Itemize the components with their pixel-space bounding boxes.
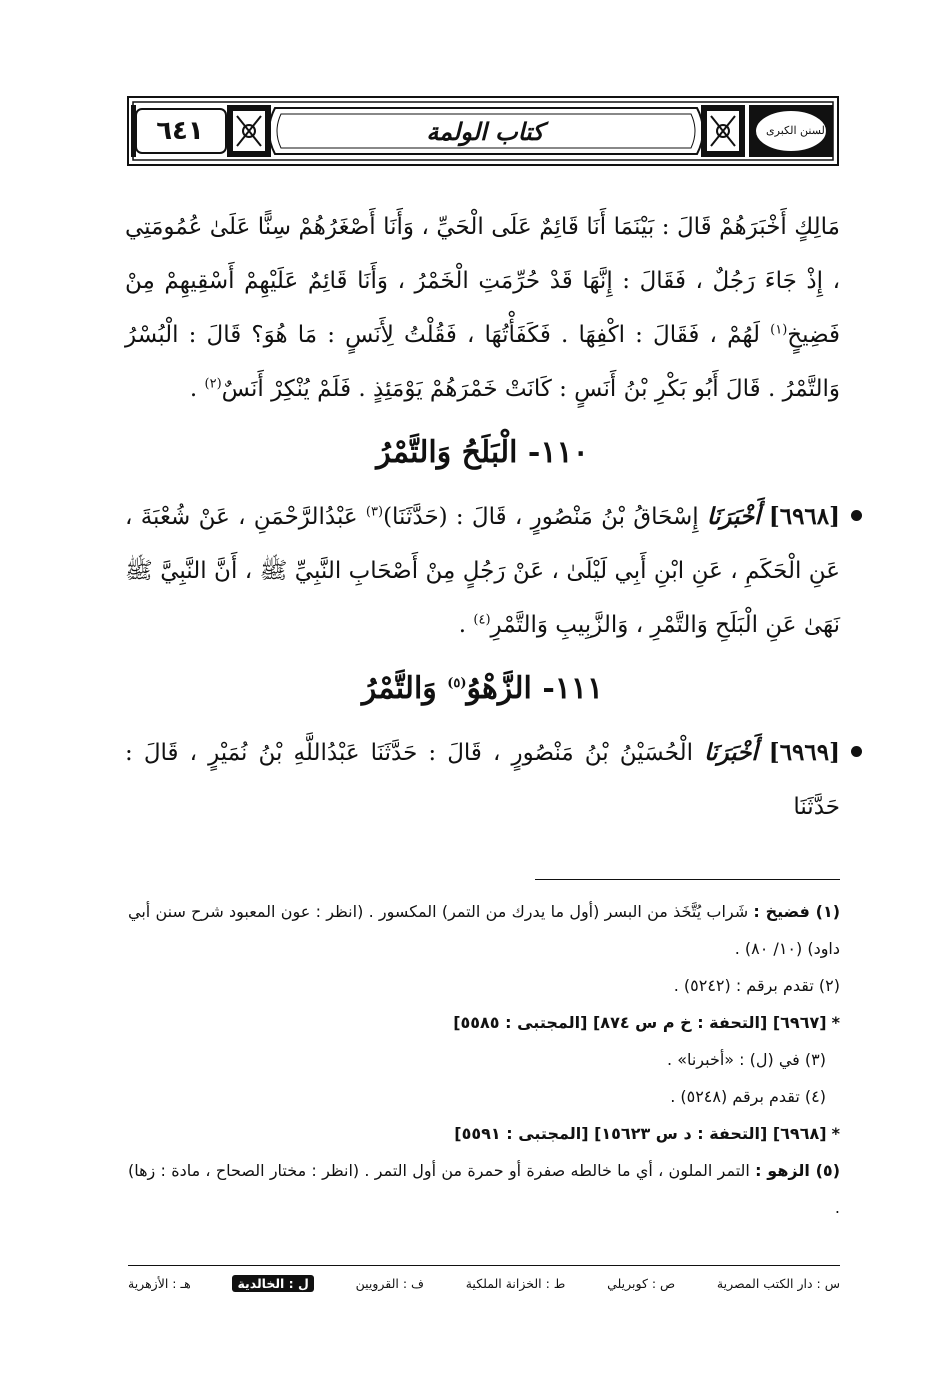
akhbarana-label: أَخْبَرَنَا <box>704 739 758 766</box>
footnote-divider <box>535 879 840 880</box>
footnote-marker: (٥) <box>447 676 467 691</box>
star-icon: * <box>831 1013 840 1032</box>
paragraph-continuation <box>125 200 840 416</box>
legend-item-sad: ص : كوبريلي <box>607 1275 676 1291</box>
source-ref-6967 <box>128 1004 840 1041</box>
footnote-label: (٥) الزهو : <box>755 1161 840 1180</box>
book-title: كتاب الولمة <box>426 116 544 146</box>
footnote-1 <box>128 893 840 967</box>
footnote-marker: (٣) <box>365 504 384 520</box>
heading-text: ١١١- الزَّهْوُ <box>466 671 604 706</box>
legend-item-s: س : دار الكتب المصرية <box>716 1275 840 1291</box>
hadith-chain: الْحُسَيْنُ بْنُ مَنْصُورٍ ، قَالَ : حَدَّثَنَا عَبْدُاللَّهِ بْنُ نُمَيْرٍ ، قَالَ : حَدَّثَنَا <box>125 740 840 820</box>
hadith-6968 <box>125 490 840 652</box>
legend-divider <box>128 1265 840 1266</box>
footnote-marker: (٤) <box>473 612 491 628</box>
heading-text: وَالتَّمْرُ <box>361 671 437 706</box>
legend-item-ha: هـ : الأزهرية <box>128 1275 191 1291</box>
paragraph-end: . <box>458 612 474 638</box>
manuscript-legend <box>128 1271 840 1295</box>
akhbarana-label: أَخْبَرَنَا <box>706 503 761 530</box>
bullet-icon <box>851 746 862 757</box>
bullet-icon <box>851 510 862 521</box>
section-heading-111 <box>125 652 840 726</box>
source-ref-text: [٦٩٦٧] [التحفة : خ م س ٨٧٤] [المجتبى : ٥٥٨٥] <box>453 1013 827 1032</box>
footnote-marker: (١) <box>770 322 788 338</box>
hadith-number: [٦٩٦٩] <box>768 739 840 766</box>
hadith-number: [٦٩٦٨] <box>768 503 841 530</box>
hadith-chain: إِسْحَاقُ بْنُ مَنْصُورٍ ، قَالَ : (حَدَّثَنَا) <box>383 504 699 530</box>
footnote-text: شَراب يُتَّخَذ من البسر (أول ما يدرك من التمر) المكسور . (انظر : عون المعبود شرح سنن أبي داود) (١٠/ ٨٠) . <box>128 902 840 958</box>
legend-item-ta: ط : الخزانة الملكية <box>465 1275 566 1291</box>
source-ref-6968 <box>128 1115 840 1152</box>
footnote-3: (٣) في (ل) : «أخبرنا» . <box>667 1050 826 1069</box>
paragraph-text: مَالِكٍ أَخْبَرَهُمْ قَالَ : بَيْنَمَا أَنَا قَائِمٌ عَلَى الْحَيِّ ، وَأَنَا أَصْغَرُهُمْ سِنًّا عَلَىٰ عُمُومَتِي ، إِذْ جَاءَ رَجُلٌ ، فَقَالَ : إِنَّهَا قَدْ حُرِّمَتِ الْخَمْرُ ، وَأَنَا قَائِمٌ عَلَيْهِمْ أَسْقِيهِمْ مِنْ فَضِيخٍ <box>125 214 841 348</box>
page-number: ٦٤١ <box>156 116 204 146</box>
paragraph-end: . <box>189 376 205 402</box>
section-heading-110: ١١٠- الْبَلَحُ وَالتَّمْرُ <box>376 435 589 470</box>
book-emblem-logo: السنن الكبرى <box>766 123 828 137</box>
footnote-4: (٤) تقدم برقم (٥٢٤٨) . <box>670 1087 826 1106</box>
hadith-text <box>125 726 840 834</box>
main-text <box>125 200 840 834</box>
footnote-marker: (٢) <box>204 376 222 392</box>
paragraph-text: لَهُمْ ، فَقَالَ : اكْفِهَا . فَكَفَأْتُهَا ، فَقُلْتُ لِأَنَسٍ : مَا هُوَ؟ قَالَ : الْبُسْرُ وَالتَّمْرُ . قَالَ أَبُو بَكْرِ بْنُ أَنَسٍ : كَانَتْ خَمْرَهُمْ يَوْمَئِذٍ . فَلَمْ يُنْكِرْ أَنَسٌ <box>125 322 840 402</box>
hadith-6969 <box>125 726 840 834</box>
footnotes <box>128 893 840 1226</box>
legend-item-fa: ف : القرويين <box>355 1275 425 1291</box>
hadith-text <box>125 490 840 652</box>
footnote-label: (١) فضيخ : <box>753 902 841 921</box>
source-ref-text: [٦٩٦٨] [التحفة : د س ١٥٦٢٣] [المجتبى : ٥٥٩١] <box>454 1124 827 1143</box>
hadith-body: عَبْدُالرَّحْمَنِ ، عَنْ شُعْبَةَ ، عَنِ الْحَكَمِ ، عَنِ ابْنِ أَبِي لَيْلَىٰ ، عَنْ رَجُلٍ مِنْ أَصْحَابِ النَّبِيِّ ﷺ ، أَنَّ النَّبِيَّ ﷺ نَهَىٰ عَنِ الْبَلَحِ وَالتَّمْرِ ، وَالزَّبِيبِ وَالتَّمْرِ <box>125 504 840 638</box>
footnote-text: التمر الملون ، أي ما خالطه صفرة أو حمرة من أول التمر . (انظر : مختار الصحاح ، مادة : زها) . <box>128 1161 840 1217</box>
star-icon: * <box>831 1124 840 1143</box>
footnote-2: (٢) تقدم برقم : (٥٢٤٢) . <box>673 976 840 995</box>
footnote-5 <box>128 1152 840 1226</box>
legend-item-lam: ل : الخالدية <box>232 1275 313 1292</box>
